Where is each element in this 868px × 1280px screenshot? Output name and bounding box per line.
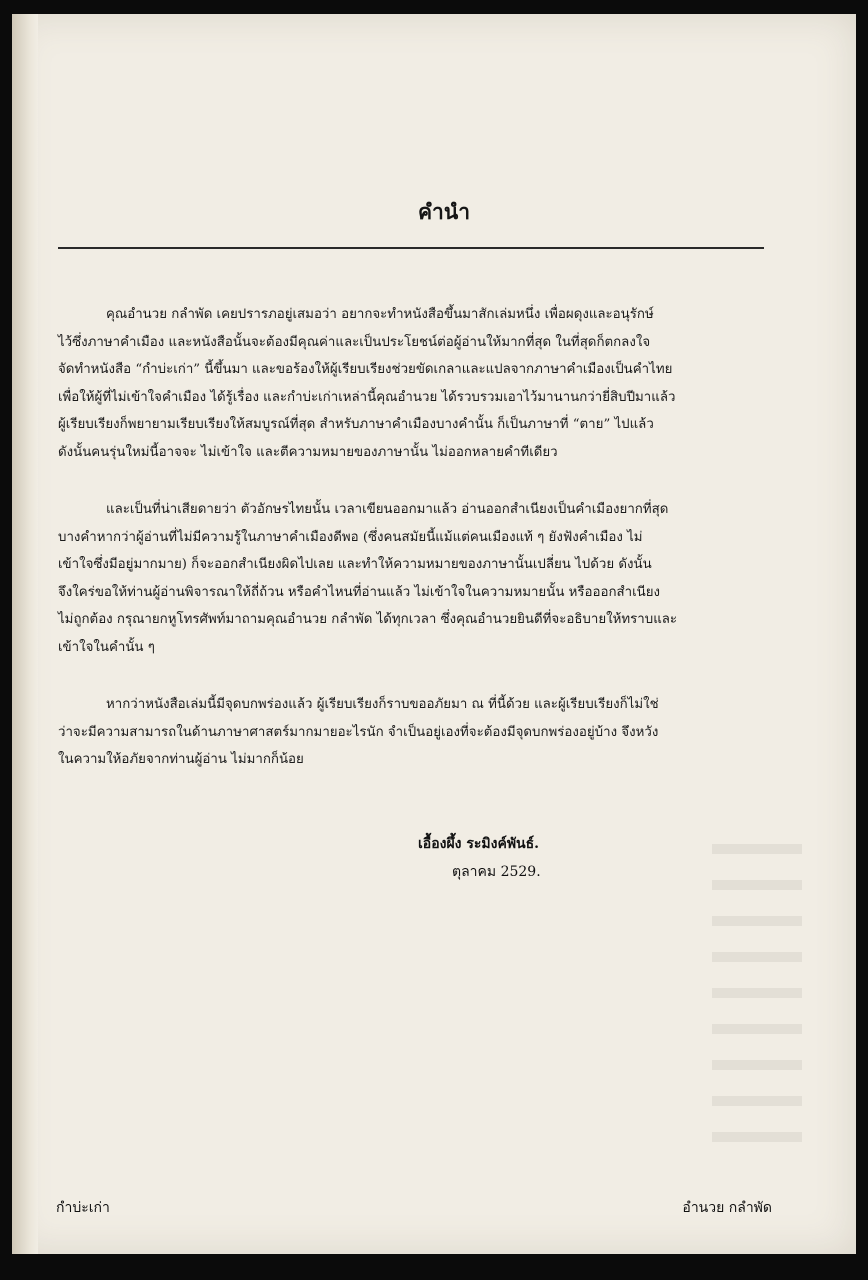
footer-author: อำนวย กลำพัด (682, 1200, 772, 1216)
paragraph-line: ผู้เรียบเรียงก็พยายามเรียบเรียงให้สมบูรณ์ที่สุด สำหรับภาษาคำเมืองบางคำนั้น ก็เป็นภาษาที่ “ตาย” ไปแล้ว (58, 417, 654, 433)
signature-name: เอื้องผึ้ง ระมิงค์พันธ์. (418, 836, 540, 852)
paragraph-line: เข้าใจในคำนั้น ๆ (58, 639, 155, 655)
paragraph-line: เพื่อให้ผู้ที่ไม่เข้าใจคำเมือง ได้รู้เรื่อง และกำบ่ะเก่าเหล่านี้คุณอำนวย ได้รวบรวมเอาไว้มานานกว่ายี่สิบปีมาแล้ว (58, 389, 676, 405)
paragraph-line: ว่าจะมีความสามารถในด้านภาษาศาสตร์มากมายอะไรนัก จำเป็นอยู่เองที่จะต้องมีจุดบกพร่องอยู่บ้าง จึงหวัง (58, 724, 659, 740)
signature-date: ตุลาคม 2529. (452, 864, 541, 880)
page-title: คำนำ (418, 199, 470, 224)
paragraph-line: ในความให้อภัยจากท่านผู้อ่าน ไม่มากก็น้อย (58, 752, 304, 768)
paragraph-3 (58, 691, 770, 774)
paragraph-line: ดังนั้นคนรุ่นใหม่นี้อาจจะ ไม่เข้าใจ และตีความหมายของภาษานั้น ไม่ออกหลายคำทีเดียว (58, 444, 558, 460)
paragraph-1 (58, 301, 770, 467)
footer-book-title: กำบ่ะเก่า (56, 1200, 110, 1216)
paragraph-line: เข้าใจซึ่งมีอยู่มากมาย) ก็จะออกสำเนียงผิดไปเลย และทำให้ความหมายของภาษานั้นเปลี่ยน ไปด้วย ดังนั้น (58, 557, 652, 573)
paragraph-line: จัดทำหนังสือ “กำบ่ะเก่า” นี้ขึ้นมา และขอร้องให้ผู้เรียบเรียงช่วยขัดเกลาและแปลจากภาษาคำเมืองเป็นคำไทย (58, 362, 673, 378)
book-page (12, 14, 856, 1254)
paragraph-2 (58, 496, 770, 662)
paragraph-line: จึงใคร่ขอให้ท่านผู้อ่านพิจารณาให้ถี่ถ้วน หรือคำไหนที่อ่านแล้ว ไม่เข้าใจในความหมายนั้น หรือออกสำเนียง (58, 584, 661, 600)
signature-block (392, 830, 592, 886)
paragraph-line: ไม่ถูกต้อง กรุณายกหูโทรศัพท์มาถามคุณอำนวย กลำพัด ได้ทุกเวลา ซึ่งคุณอำนวยยินดีที่จะอธิบายให้ทราบและ (58, 612, 678, 628)
paragraph-line: ไว้ซึ่งภาษาคำเมือง และหนังสือนั้นจะต้องมีคุณค่าและเป็นประโยชน์ต่อผู้อ่านให้มากที่สุด ในที่สุดก็ตกลงใจ (58, 334, 651, 350)
bleed-through-text (712, 844, 802, 1164)
paragraph-line: และเป็นที่น่าเสียดายว่า ตัวอักษรไทยนั้น เวลาเขียนออกมาแล้ว อ่านออกสำเนียงเป็นคำเมืองยากที่สุด (106, 502, 669, 517)
title-divider (58, 247, 764, 249)
paragraph-line: คุณอำนวย กลำพัด เคยปรารภอยู่เสมอว่า อยากจะทำหนังสือขึ้นมาสักเล่มหนึ่ง เพื่อผดุงและอนุรักษ์ (106, 307, 654, 322)
paragraph-line: บางคำหากว่าผู้อ่านที่ไม่มีความรู้ในภาษาคำเมืองดีพอ (ซึ่งคนสมัยนี้แม้แต่คนเมืองแท้ ๆ ยังฟังคำเมือง ไม่ (58, 529, 643, 545)
paragraph-line: หากว่าหนังสือเล่มนี้มีจุดบกพร่องแล้ว ผู้เรียบเรียงก็ราบขออภัยมา ณ ที่นี้ด้วย และผู้เรียบเรียงก็ไม่ใช่ (106, 697, 659, 712)
